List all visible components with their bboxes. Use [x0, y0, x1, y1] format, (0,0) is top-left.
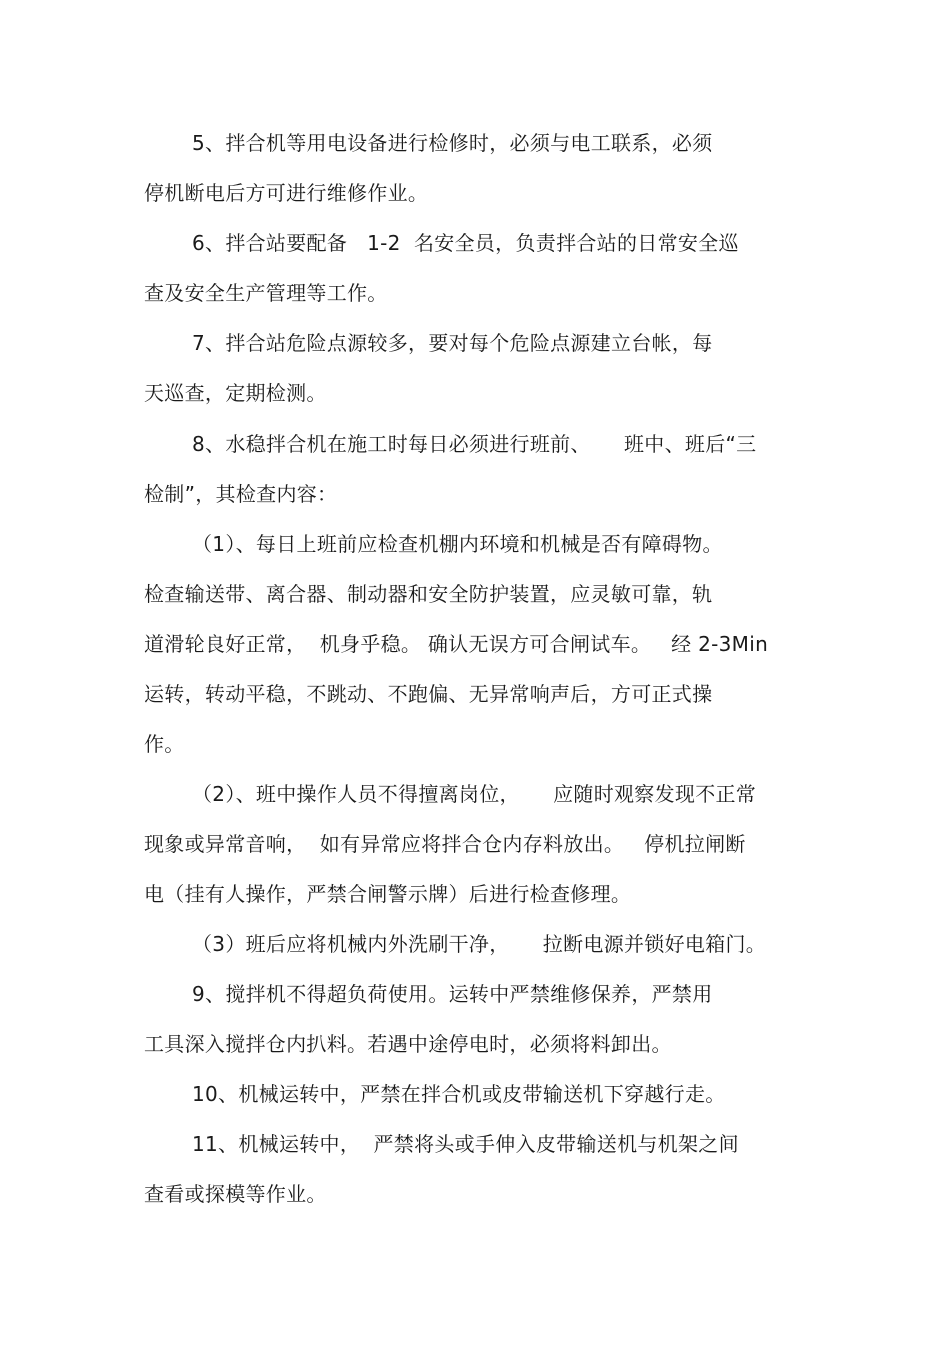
text-line: 现象或异常音响， 如有异常应将拌合仓内存料放出。 停机拉闸断 — [144, 832, 746, 856]
text-line: 6、拌合站要配备 1-2 名安全员，负责拌合站的日常安全巡 — [192, 231, 739, 255]
text-line: （3）班后应将机械内外洗刷干净， 拉断电源并锁好电箱门。 — [192, 932, 767, 956]
text-line: 作。 — [144, 732, 185, 756]
text-line: 停机断电后方可进行维修作业。 — [144, 181, 429, 205]
text-line: 查看或探模等作业。 — [144, 1182, 327, 1206]
text-line: 检查输送带、离合器、制动器和安全防护装置，应灵敏可靠，轨 — [144, 582, 713, 606]
text-line: 查及安全生产管理等工作。 — [144, 281, 388, 305]
text-line: （1）、每日上班前应检查机棚内环境和机械是否有障碍物。 — [192, 532, 723, 556]
text-line: 8、水稳拌合机在施工时每日必须进行班前、 班中、班后“三 — [192, 432, 757, 456]
text-line: 道滑轮良好正常， 机身乎稳。 确认无误方可合闸试车。 经 2-3Min — [144, 632, 769, 656]
text-line: 10、机械运转中，严禁在拌合机或皮带输送机下穿越行走。 — [192, 1082, 726, 1106]
text-line: 电（挂有人操作，严禁合闸警示牌）后进行检查修理。 — [144, 882, 632, 906]
text-line: （2）、班中操作人员不得擅离岗位， 应随时观察发现不正常 — [192, 782, 757, 806]
text-line: 5、拌合机等用电设备进行检修时，必须与电工联系，必须 — [192, 131, 713, 155]
text-line: 天巡查，定期检测。 — [144, 381, 327, 405]
text-line: 11、机械运转中， 严禁将头或手伸入皮带输送机与机架之间 — [192, 1132, 739, 1156]
text-line: 检制”，其检查内容： — [144, 482, 338, 506]
text-line: 9、搅拌机不得超负荷使用。运转中严禁维修保养，严禁用 — [192, 982, 713, 1006]
text-line: 7、拌合站危险点源较多，要对每个危险点源建立台帐，每 — [192, 331, 713, 355]
text-line: 运转，转动平稳，不跳动、不跑偏、无异常响声后，方可正式操 — [144, 682, 713, 706]
text-line: 工具深入搅拌仓内扒料。若遇中途停电时，必须将料卸出。 — [144, 1032, 672, 1056]
